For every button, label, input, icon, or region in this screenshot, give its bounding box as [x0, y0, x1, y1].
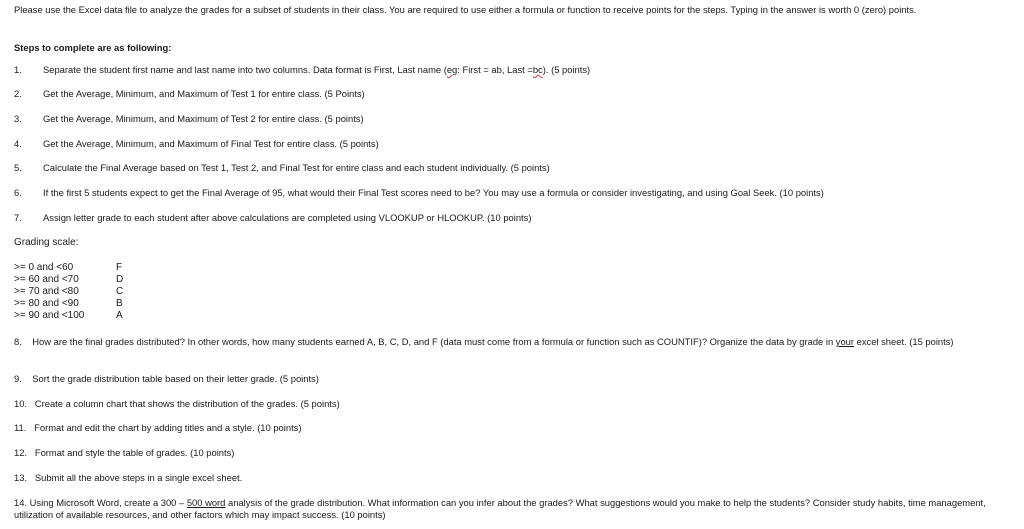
step-7	[14, 212, 531, 224]
step-14: 14. Using Microsoft Word, create a 300 – 500 word analysis of the grade distribution. What information can you infer about the grades? What suggestions would you make to help the students? Consider study habits, time management, utilization of available resources, and other factors which may impact success. (10 points)	[14, 497, 986, 520]
step-text: Calculate the Final Average based on Test 1, Test 2, and Final Test for entire class and each student individually. (5 points)	[43, 162, 550, 173]
step-text: Get the Average, Minimum, and Maximum of Final Test for entire class. (5 points)	[43, 138, 379, 149]
spellcheck-eg: eg	[446, 64, 458, 75]
step-number: 1.	[14, 64, 22, 75]
step-text: If the first 5 students expect to get the Final Average of 95, what would their Final Test scores need to be? You may use a formula or consider investigating, and using Goal Seek. (10 points)	[43, 187, 824, 198]
grade-letter: F	[116, 262, 123, 273]
step-number: 2.	[14, 88, 22, 99]
step-3	[14, 113, 364, 125]
step-number: 6.	[14, 187, 22, 198]
grade-range: >= 60 and <70	[14, 274, 79, 285]
grade-range: >= 70 and <80	[14, 286, 79, 297]
grade-letter: D	[116, 274, 124, 285]
grade-letter: B	[116, 298, 123, 309]
grade-letter: A	[116, 310, 123, 321]
spellcheck-bc: bc	[532, 64, 543, 75]
step-number: 3.	[14, 113, 22, 124]
grade-range: >= 90 and <100	[14, 310, 85, 321]
grade-letter: C	[116, 286, 124, 297]
step-11: 11. Format and edit the chart by adding titles and a style. (10 points)	[14, 422, 302, 433]
your-underlined: your	[835, 336, 855, 347]
step-4	[14, 138, 379, 150]
step-5	[14, 162, 550, 174]
step-6	[14, 187, 824, 199]
grading-scale-title: Grading scale:	[14, 237, 79, 248]
step-1	[14, 64, 590, 76]
grade-range: >= 0 and <60	[14, 262, 74, 273]
step-12: 12. Format and style the table of grades. (10 points)	[14, 447, 235, 458]
step-number: 8.	[14, 336, 22, 347]
intro-paragraph: Please use the Excel data file to analyze the grades for a subset of students in their class. You are required to use either a formula or function to receive points for the steps. Typing in the answer is worth 0 (zero) points.	[14, 4, 917, 15]
step-number: 4.	[14, 138, 22, 149]
step-text: Assign letter grade to each student after above calculations are completed using VLOOKUP or HLOOKUP. (10 points)	[43, 212, 532, 223]
word-count-link: 500 word	[186, 497, 226, 508]
step-9: 9. Sort the grade distribution table based on their letter grade. (5 points)	[14, 373, 319, 384]
step-number: 5.	[14, 162, 22, 173]
step-2	[14, 88, 365, 100]
steps-heading: Steps to complete are as following:	[14, 42, 172, 53]
grade-range: >= 80 and <90	[14, 298, 79, 309]
step-text: Get the Average, Minimum, and Maximum of Test 1 for entire class. (5 Points)	[43, 88, 365, 99]
step-10: 10. Create a column chart that shows the distribution of the grades. (5 points)	[14, 398, 340, 409]
step-text: Separate the student first name and last name into two columns. Data format is First, Last name (eg: First = ab, Last =bc). (5 points)	[43, 64, 591, 75]
step-number: 7.	[14, 212, 22, 223]
step-text: Get the Average, Minimum, and Maximum of Test 2 for entire class. (5 points)	[43, 113, 364, 124]
step-8: 8. How are the final grades distributed? In other words, how many students earned A, B, C, D, and F (data must come from a formula or function such as COUNTIF)? Organize the data by grade in your excel sheet. (15 points)	[14, 336, 954, 347]
step-13: 13. Submit all the above steps in a single excel sheet.	[14, 472, 243, 483]
